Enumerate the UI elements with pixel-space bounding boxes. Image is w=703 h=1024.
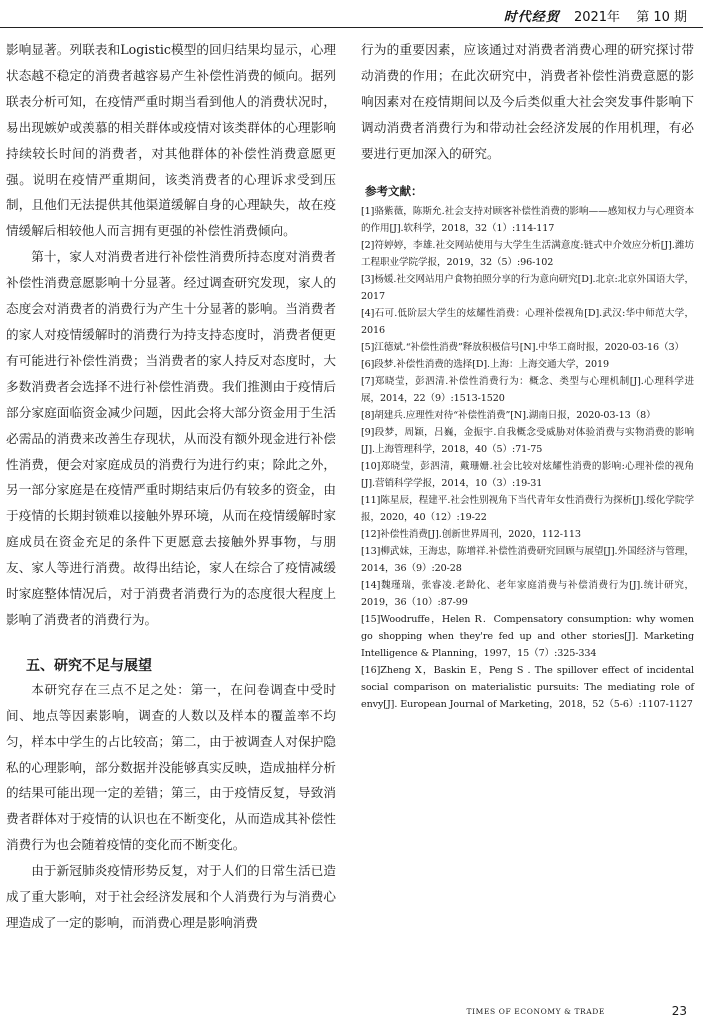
- journal-year: 2021年: [573, 10, 621, 25]
- reference-item: [11]陈星辰，程建平.社会性别视角下当代青年女性消费行为探析[J].绥化学院学报，2020，40（12）:19-22: [361, 494, 694, 523]
- page-header: [0, 0, 703, 32]
- reference-item: [16]Zheng X，Baskin E，Peng S . The spillover effect of incidental social comparison on materialistic pursuits: The mediating role of envy[J]. European Journal of Marketing，2018，52（5-6）:1107-1127: [361, 664, 694, 710]
- section-title: 五、研究不足与展望: [26, 657, 152, 674]
- right-column: [361, 42, 694, 713]
- left-column: [6, 37, 336, 936]
- body-paragraph: 由于新冠肺炎疫情形势反复，对于人们的日常生活已造成了重大影响，对于社会经济发展和个人消费行为与消费心理造成了一定的影响，而消费心理是影响消费: [6, 863, 336, 930]
- body-paragraph: 第十，家人对消费者进行补偿性消费所持态度对消费者补偿性消费意愿影响十分显著。经过调查研究发现，家人的态度会对消费者的消费行为产生十分显著的影响。当消费者的家人对疫情缓解时的消费行为持支持态度时，消费者便更有可能进行补偿性消费；当消费者的家人持反对态度时，大多数消费者会选择不进行补偿性消费。我们推测由于疫情后部分家庭面临资金减少问题，因此会将大部分资金用于生活必需品的消费来改善生存现状，从而没有额外现金进行补偿性消费，便会对家庭成员的消费行为进行约束；除此之外，另一部分家庭是在疫情严重时期结束后仍有较多的资金，由于疫情的长期封锁难以接触外界环境，从而在疫情缓解时家庭成员在资金充足的条件下更愿意去接触外界事物，与朋友、家人等进行消费。故得出结论，家人在综合了疫情减缓时家庭整体情况后，对于消费者消费行为的态度很大程度上影响了消费者的消费行为。: [6, 249, 336, 627]
- reference-item: [3]杨媛.社交网站用户食物拍照分享的行为意向研究[D].北京:北京外国语大学，2017: [361, 273, 694, 302]
- reference-item: [9]段梦，周颖，吕巍，金振宇.自我概念受威胁对体验消费与实物消费的影响[J].上海管理科学，2018，40（5）:71-75: [361, 426, 694, 455]
- reference-item: [10]郑晓莹，彭泗清，戴珊姗.社会比较对炫耀性消费的影响:心理补偿的视角[J].营销科学学报，2014，10（3）:19-31: [361, 460, 694, 489]
- reference-item: [5]江德斌.“补偿性消费”释放积极信号[N].中华工商时报，2020-03-16（3）: [361, 341, 685, 353]
- header-rule: [0, 27, 703, 28]
- reference-item: [7]郑晓莹，彭泗清.补偿性消费行为：概念、类型与心理机制[J].心理科学进展，2014，22（9）:1513-1520: [361, 375, 694, 404]
- body-paragraph: 行为的重要因素，应该通过对消费者消费心理的研究探讨带动消费的作用；在此次研究中，消费者补偿性消费意愿的影响因素对在疫情期间以及今后类似重大社会突发事件影响下调动消费者消费行为和带动社会经济发展的作用机理，有必要进行更加深入的研究。: [361, 42, 694, 161]
- reference-item: [14]魏瑾瑞，张睿凌.老龄化、老年家庭消费与补偿消费行为[J].统计研究，2019，36（10）:87-99: [361, 579, 694, 608]
- body-paragraph: 本研究存在三点不足之处：第一，在问卷调查中受时间、地点等因素影响，调查的人数以及样本的覆盖率不均匀，样本中学生的占比较高；第二，由于被调查人对保护隐私的心理影响，部分数据并没能够真实反映，造成抽样分析的结果可能出现一定的差错；第三，由于疫情反复，导致消费者群体对于疫情的认识也在不断变化，从而造成其补偿性消费行为也会随着疫情的变化而不断变化。: [6, 681, 336, 853]
- page-number: 23: [671, 1004, 687, 1018]
- page-footer: [0, 996, 703, 1024]
- reference-item: [15]Woodruffe，Helen R．Compensatory consumption: why women go shopping when they're fed up and other stories[J]. Marketing Intelligence & Planning，1997，15（7）:325-334: [361, 613, 694, 659]
- journal-issue: 第 10 期: [636, 10, 687, 25]
- references-title: 参考文献：: [365, 183, 423, 198]
- references-list: [361, 203, 694, 713]
- journal-name: 时代经贸: [503, 10, 560, 25]
- journal-english-name: TIMES OF ECONOMY & TRADE: [466, 1007, 605, 1016]
- body-paragraph: 影响显著。列联表和Logistic模型的回归结果均显示，心理状态越不稳定的消费者越容易产生补偿性消费的倾向。据列联表分析可知，在疫情严重时期当看到他人的消费状况时，易出现嫉妒或羡慕的相关群体或疫情对该类群体的心理影响持续较长时间的消费者，对其他群体的补偿性消费意愿更强。说明在疫情严重期间，该类消费者的心理诉求受到压制，且他们无法提供其他渠道缓解自身的心理缺失，故在疫情缓解后相较他人而言拥有更强的补偿性消费倾向。: [6, 42, 336, 239]
- reference-item: [8]胡建兵.应理性对待“补偿性消费”[N].湖南日报，2020-03-13（8）: [361, 409, 656, 421]
- reference-item: [13]柳武妹，王海忠，陈增祥.补偿性消费研究回顾与展望[J].外国经济与管理，2014，36（9）:20-28: [361, 545, 694, 574]
- reference-item: [4]石可.低阶层大学生的炫耀性消费：心理补偿视角[D].武汉:华中师范大学，2016: [361, 307, 694, 336]
- reference-item: [6]段梦.补偿性消费的选择[D].上海：上海交通大学，2019: [361, 358, 609, 370]
- reference-item: [2]符婷婷，李雄.社交网站使用与大学生生活满意度:链式中介效应分析[J].潍坊工程职业学院学报，2019，32（5）:96-102: [361, 239, 694, 268]
- reference-item: [1]骆紫薇，陈斯允.社会支持对顾客补偿性消费的影响——感知权力与心理资本的作用[J].软科学，2018，32（1）:114-117: [361, 205, 694, 234]
- header-info: [504, 6, 687, 25]
- reference-item: [12]补偿性消费[J].创新世界周刊，2020，112-113: [361, 528, 581, 540]
